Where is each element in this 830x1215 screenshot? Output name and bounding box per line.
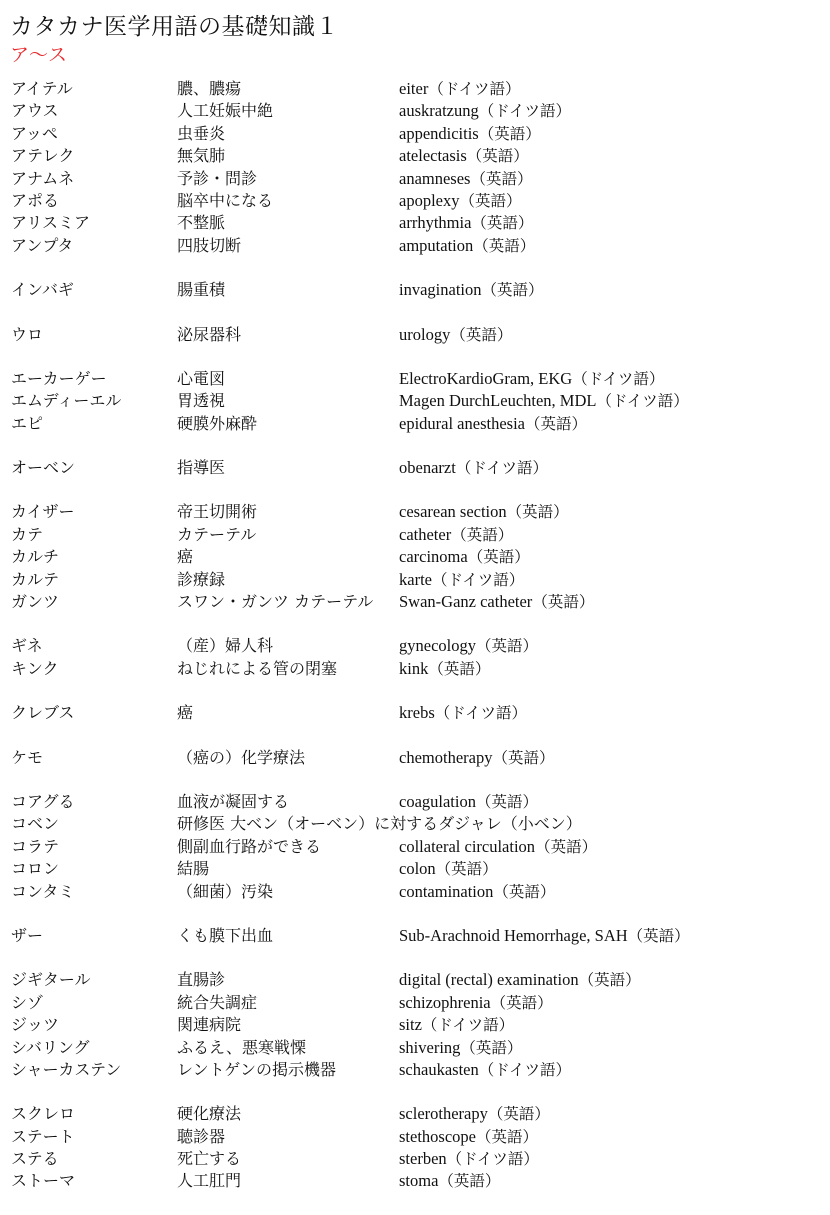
origin-language: （ドイツ語） <box>428 80 521 98</box>
origin-language: （英語） <box>493 882 556 901</box>
japanese-meaning: 四肢切断 <box>177 235 242 255</box>
term-group <box>11 969 826 1081</box>
origin-language: （ドイツ語） <box>431 570 525 589</box>
term-row <box>11 635 826 657</box>
term-group <box>11 1103 826 1193</box>
term-row <box>11 1148 826 1170</box>
term-row <box>11 78 826 100</box>
origin-word: stoma <box>399 1171 439 1191</box>
origin-word: contamination <box>399 881 494 901</box>
origin-term <box>399 1103 550 1125</box>
origin-language: （英語） <box>478 124 541 143</box>
origin-language: （英語） <box>459 191 522 210</box>
origin-term <box>399 235 535 257</box>
term-group <box>11 702 826 724</box>
origin-word: invagination <box>399 280 482 300</box>
origin-term <box>399 1037 522 1059</box>
term-row <box>11 1126 826 1148</box>
japanese-meaning: スワン・ガンツ カテーテル <box>177 592 374 612</box>
japanese-meaning: 硬化療法 <box>177 1104 242 1124</box>
origin-term <box>399 368 664 390</box>
origin-word: auskratzung <box>399 101 479 121</box>
japanese-meaning: レントゲンの掲示機器 <box>177 1059 336 1079</box>
term-row <box>11 1037 826 1059</box>
origin-word: epidural anesthesia <box>399 413 525 433</box>
katakana-term: カイザー <box>11 502 75 522</box>
japanese-meaning: くも膜下出血 <box>177 925 274 945</box>
origin-term <box>399 168 533 190</box>
origin-word: apoplexy <box>399 190 460 210</box>
origin-word: anamneses <box>399 168 471 188</box>
origin-word: sitz <box>399 1015 422 1035</box>
origin-term <box>399 1126 538 1148</box>
term-group <box>11 635 826 680</box>
origin-language: （英語） <box>627 926 690 945</box>
origin-term <box>399 1059 571 1081</box>
term-row <box>11 1059 826 1081</box>
origin-term <box>399 501 569 523</box>
katakana-term: アイテル <box>11 79 73 98</box>
katakana-term: ジギタール <box>11 970 91 990</box>
katakana-term: ケモ <box>11 747 44 767</box>
term-row <box>11 1014 826 1036</box>
katakana-term: コロン <box>11 859 60 879</box>
term-row <box>11 836 826 858</box>
origin-language: （英語） <box>481 281 544 300</box>
origin-word: atelectasis <box>399 146 467 166</box>
katakana-term: カルチ <box>11 547 60 567</box>
origin-language: （英語） <box>492 748 555 767</box>
katakana-term: クレブス <box>11 703 75 723</box>
katakana-term: エピ <box>11 413 44 433</box>
origin-term <box>399 1014 514 1036</box>
term-group <box>11 279 826 301</box>
japanese-meaning: 聴診器 <box>177 1126 226 1146</box>
japanese-meaning: 虫垂炎 <box>177 123 226 143</box>
japanese-meaning: 統合失調症 <box>177 992 258 1012</box>
katakana-term: アポる <box>11 190 60 210</box>
katakana-term: アッペ <box>11 123 58 143</box>
term-row <box>11 457 826 479</box>
term-row <box>11 881 826 903</box>
katakana-term: ウロ <box>11 324 44 344</box>
katakana-term: アテレク <box>11 146 75 166</box>
term-row <box>11 235 826 257</box>
term-row <box>11 123 826 145</box>
japanese-meaning: 泌尿器科 <box>177 324 242 344</box>
origin-term <box>399 100 571 122</box>
term-row <box>11 368 826 390</box>
origin-term <box>399 78 521 100</box>
term-row <box>11 324 826 346</box>
origin-word: sterben <box>399 1149 447 1169</box>
origin-language: （英語） <box>490 993 553 1012</box>
term-row <box>11 390 826 412</box>
japanese-meaning: 胃透視 <box>177 391 226 411</box>
term-row <box>11 747 826 769</box>
origin-term <box>399 1148 539 1170</box>
origin-language: （ドイツ語） <box>478 102 571 121</box>
katakana-term: コアグる <box>11 791 75 811</box>
page-title: カタカナ医学用語の基礎知識１ <box>10 14 339 40</box>
origin-word: schaukasten <box>399 1059 479 1079</box>
japanese-meaning: （癌の）化学療法 <box>177 747 306 767</box>
origin-term <box>399 145 529 167</box>
japanese-meaning: ふるえ、悪寒戦慄 <box>177 1037 306 1057</box>
japanese-meaning: 不整脈 <box>177 213 226 233</box>
japanese-meaning: 指導医 <box>177 458 226 478</box>
origin-language: （英語） <box>473 236 536 255</box>
origin-term <box>399 1170 500 1192</box>
term-row <box>11 145 826 167</box>
origin-word: ElectroKardioGram, EKG <box>399 368 573 388</box>
katakana-term: コベン <box>11 814 60 834</box>
origin-language: （英語） <box>532 593 595 612</box>
origin-term <box>399 702 527 724</box>
japanese-meaning: 死亡する <box>177 1149 242 1169</box>
origin-term <box>399 858 498 880</box>
term-row <box>11 524 826 546</box>
origin-language: （英語） <box>525 414 588 433</box>
origin-term <box>399 881 555 903</box>
origin-term <box>399 546 530 568</box>
origin-language: （英語） <box>535 837 598 856</box>
origin-language: （英語） <box>466 147 529 166</box>
origin-word: coagulation <box>399 791 476 811</box>
term-row <box>11 212 826 234</box>
origin-word: kink <box>399 658 429 678</box>
origin-term <box>399 658 490 680</box>
origin-term <box>399 969 641 991</box>
origin-term <box>399 925 690 947</box>
japanese-meaning: 膿、膿瘍 <box>177 79 242 98</box>
japanese-meaning: 硬膜外麻酔 <box>177 413 258 433</box>
katakana-term: オーベン <box>11 458 76 478</box>
japanese-meaning: 結腸 <box>177 859 210 879</box>
term-row <box>11 969 826 991</box>
japanese-meaning: カテーテル <box>177 524 257 544</box>
origin-language: （英語） <box>471 214 534 233</box>
japanese-meaning: 研修医 大ベン（オーベン）に対するダジャレ（小ベン） <box>177 814 582 834</box>
katakana-term: ギネ <box>11 636 43 656</box>
origin-word: cesarean section <box>399 502 507 522</box>
origin-language: （英語） <box>451 525 514 544</box>
origin-word: eiter <box>399 79 429 98</box>
origin-word: gynecology <box>399 636 476 656</box>
origin-language: （英語） <box>438 1172 501 1191</box>
term-row <box>11 413 826 435</box>
origin-term <box>399 279 544 301</box>
japanese-meaning: 血液が凝固する <box>177 791 290 811</box>
term-row <box>11 925 826 947</box>
origin-word: obenarzt <box>399 458 456 478</box>
japanese-meaning: 腸重積 <box>177 280 226 300</box>
origin-term <box>399 457 548 479</box>
japanese-meaning: 脳卒中になる <box>177 190 274 210</box>
katakana-term: アナムネ <box>11 168 75 188</box>
origin-language: （ドイツ語） <box>421 1016 515 1035</box>
origin-word: Magen DurchLeuchten, MDL <box>399 391 597 411</box>
origin-word: sclerotherapy <box>399 1104 488 1124</box>
japanese-meaning: 癌 <box>177 547 194 567</box>
katakana-term: スクレロ <box>11 1104 76 1124</box>
origin-language: （英語） <box>475 637 538 656</box>
term-row <box>11 1103 826 1125</box>
japanese-meaning: 人工妊娠中絶 <box>177 101 274 121</box>
origin-language: （英語） <box>578 971 641 990</box>
origin-term <box>399 791 538 813</box>
katakana-term: カテ <box>11 524 44 544</box>
term-table <box>11 78 826 1215</box>
term-group <box>11 791 826 903</box>
term-row <box>11 100 826 122</box>
origin-word: carcinoma <box>399 547 468 567</box>
japanese-meaning: 無気肺 <box>177 146 226 166</box>
japanese-meaning: 帝王切開術 <box>177 502 258 522</box>
term-group <box>11 457 826 479</box>
origin-term <box>399 324 512 346</box>
katakana-term: ストーマ <box>11 1171 76 1191</box>
japanese-meaning: 心電図 <box>177 368 226 388</box>
origin-word: collateral circulation <box>399 836 536 856</box>
origin-language: （英語） <box>475 792 538 811</box>
term-row <box>11 591 826 613</box>
katakana-term: コンタミ <box>11 881 75 901</box>
katakana-term: シゾ <box>11 992 44 1012</box>
origin-language: （英語） <box>470 169 533 188</box>
origin-language: （ドイツ語） <box>455 459 549 478</box>
origin-word: chemotherapy <box>399 747 493 767</box>
origin-word: arrhythmia <box>399 213 472 233</box>
term-group <box>11 368 826 435</box>
katakana-term: ジッツ <box>11 1015 60 1035</box>
origin-word: Swan-Ganz catheter <box>399 592 533 612</box>
katakana-term: ステる <box>11 1149 59 1169</box>
origin-language: （英語） <box>467 548 530 567</box>
origin-language: （ドイツ語） <box>478 1060 571 1079</box>
term-row <box>11 791 826 813</box>
katakana-term: ザー <box>11 925 44 945</box>
term-row <box>11 858 826 880</box>
origin-word: appendicitis <box>399 123 479 143</box>
origin-language: （ドイツ語） <box>446 1150 539 1169</box>
origin-language: （ドイツ語） <box>434 704 527 723</box>
origin-word: digital (rectal) examination <box>399 970 579 990</box>
origin-word: krebs <box>399 703 435 723</box>
origin-word: karte <box>399 569 432 589</box>
term-row <box>11 501 826 523</box>
japanese-meaning: 診療録 <box>177 569 226 589</box>
term-row <box>11 546 826 568</box>
term-row <box>11 702 826 724</box>
term-row <box>11 658 826 680</box>
japanese-meaning: ねじれによる管の閉塞 <box>177 658 338 678</box>
katakana-term: インバギ <box>11 280 74 300</box>
origin-language: （英語） <box>506 503 569 522</box>
japanese-meaning: 直腸診 <box>177 970 226 990</box>
term-group <box>11 747 826 769</box>
katakana-term: エムディーエル <box>11 391 122 411</box>
origin-word: stethoscope <box>399 1126 476 1146</box>
term-group <box>11 501 826 613</box>
origin-term <box>399 413 587 435</box>
origin-word: colon <box>399 859 436 879</box>
katakana-term: アリスミア <box>11 213 91 233</box>
origin-language: （英語） <box>450 325 513 344</box>
japanese-meaning: 関連病院 <box>177 1015 242 1035</box>
katakana-term: アンプタ <box>11 235 74 255</box>
origin-word: shivering <box>399 1037 461 1057</box>
page-subtitle-range: ア〜ス <box>10 44 68 66</box>
term-row <box>11 992 826 1014</box>
origin-term <box>399 747 554 769</box>
term-row <box>11 569 826 591</box>
origin-language: （ドイツ語） <box>572 369 665 388</box>
japanese-meaning: 予診・問診 <box>177 168 258 188</box>
katakana-term: シバリング <box>11 1037 90 1057</box>
term-row <box>11 813 826 835</box>
origin-term <box>399 212 533 234</box>
japanese-meaning: 人工肛門 <box>177 1171 242 1191</box>
katakana-term: ガンツ <box>11 592 60 612</box>
katakana-term: シャーカステン <box>11 1059 122 1079</box>
japanese-meaning: （細菌）汚染 <box>177 881 274 901</box>
katakana-term: カルテ <box>11 569 60 589</box>
katakana-term: コラテ <box>11 836 60 856</box>
origin-term <box>399 992 553 1014</box>
katakana-term: ステート <box>11 1126 75 1146</box>
term-group <box>11 925 826 947</box>
term-row <box>11 279 826 301</box>
origin-term <box>399 836 597 858</box>
origin-language: （ドイツ語） <box>596 392 689 411</box>
origin-word: schizophrenia <box>399 992 491 1012</box>
origin-term <box>399 635 538 657</box>
origin-word: catheter <box>399 524 452 544</box>
term-row <box>11 168 826 190</box>
japanese-meaning: 側副血行路ができる <box>177 836 322 856</box>
origin-language: （英語） <box>435 860 498 879</box>
origin-language: （英語） <box>475 1127 538 1146</box>
origin-term <box>399 524 513 546</box>
katakana-term: キンク <box>11 658 59 678</box>
origin-term <box>399 591 594 613</box>
origin-term <box>399 123 541 145</box>
origin-word: urology <box>399 324 451 344</box>
term-row <box>11 190 826 212</box>
origin-language: （英語） <box>428 659 491 678</box>
term-row <box>11 1170 826 1192</box>
katakana-term: アウス <box>11 101 59 121</box>
origin-term <box>399 569 524 591</box>
katakana-term: エーカーゲー <box>11 368 107 388</box>
term-group <box>11 78 826 257</box>
japanese-meaning: 癌 <box>177 703 194 723</box>
origin-term <box>399 390 689 412</box>
origin-language: （英語） <box>460 1038 523 1057</box>
term-group <box>11 324 826 346</box>
origin-language: （英語） <box>487 1105 550 1124</box>
origin-word: Sub-Arachnoid Hemorrhage, SAH <box>399 925 628 945</box>
japanese-meaning: （産）婦人科 <box>177 636 274 656</box>
origin-word: amputation <box>399 235 474 255</box>
origin-term <box>399 190 522 212</box>
